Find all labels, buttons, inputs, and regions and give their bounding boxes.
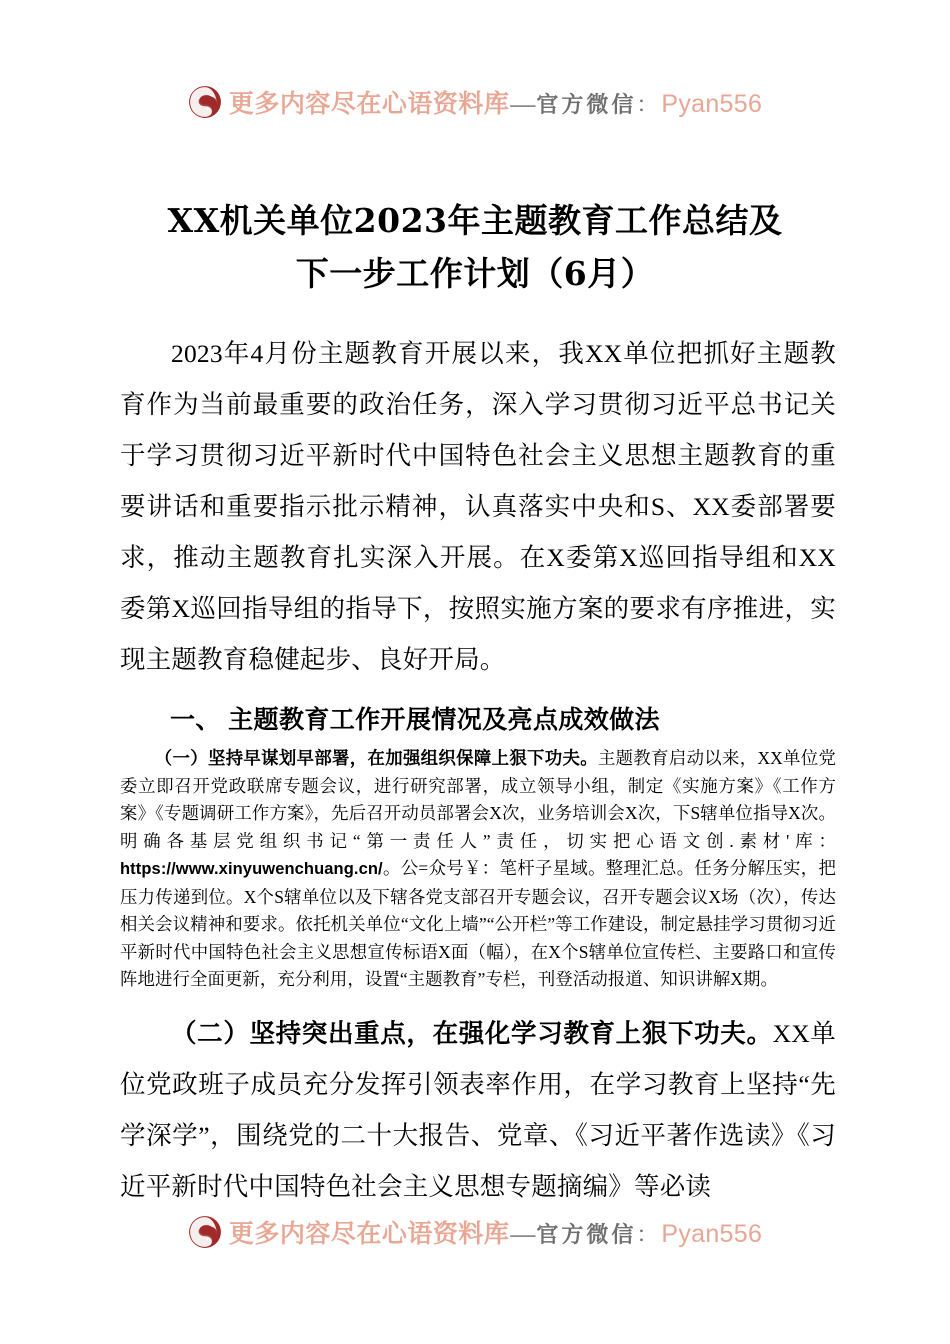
watermark-text [229,1214,762,1250]
fish-circle-logo-icon [188,85,222,119]
item-1-body-a: 主题教育启动以来，XX单位党委立即召开党政联席专题会议，进行研究部署，成立领导小组，制定《实施方案》《工作方案》《专题调研工作方案》，先后召开动员部署会X次，业务培训会X次，下S辖单位指导X次。明确各基层党组织书记“第一责任人”责任，切实把心语文创.素材'库： [120,748,836,851]
page-title [118,194,832,300]
watermark-dash: — [510,91,536,118]
watermark-brand: 更多内容尽在心语资料库 [228,1219,510,1248]
paragraph-item-1 [120,745,836,994]
watermark-colon: ： [636,92,659,117]
fish-circle-logo-icon [188,1215,222,1249]
paragraph-intro: 2023年4月份主题教育开展以来，我XX单位把抓好主题教育作为当前最重要的政治任务，深入学习贯彻习近平总书记关于学习贯彻习近平新时代中国特色社会主义思想主题教育的重要讲话和重要指示批示精神，认真落实中央和S、XX委部署要求，推动主题教育扎实深入开展。在X委第X巡回指导组和XX委第X巡回指导组的指导下，按照实施方案的要求有序推进，实现主题教育稳健起步、良好开局。 [120,339,836,674]
page-title-line-2: 下一步工作计划（6月） [295,254,655,294]
page-title-line-1: XX机关单位2023年主题教育工作总结及 [167,201,783,241]
watermark-banner-top [0,84,950,120]
watermark-brand: 更多内容尽在心语资料库 [228,89,510,118]
watermark-label: 官方微信 [536,1222,637,1248]
paragraph-spacer [120,994,836,1008]
watermark-label: 官方微信 [536,92,637,118]
paragraph-item-2 [120,1008,836,1212]
watermark-handle: Pyan556 [661,90,763,118]
watermark-handle: Pyan556 [661,1220,763,1248]
document-body [120,328,836,1212]
section-heading-1: 一、 主题教育工作开展情况及亮点成效做法 [170,706,660,734]
watermark-colon: ： [636,1222,659,1247]
watermark-banner-bottom [0,1214,950,1250]
item-1-prefix: （一）坚持早谋划早部署，在加强组织保障上狠下功夫。 [154,748,598,768]
watermark-dash: — [510,1221,536,1248]
embedded-url: https://www.xinyuwenchuang.cn/ [120,860,383,878]
item-1-body-b: 。公=众号￥：笔杆子星域。整理汇总。任务分解压实，把压力传递到位。X个S辖单位以及下辖各党支部召开专题会议，召开专题会议X场（次），传达相关会议精神和要求。依托机关单位“文化上墙”“公开栏”等工作建设，制定悬挂学习贯彻习近平新时代中国特色社会主义思想宣传标语X面（幅），在X个S辖单位宣传栏、主要路口和宣传阵地进行全面更新，充分利用，设置“主题教育”专栏，刊登活动报道、知识讲解X期。 [120,858,836,989]
item-2-body: XX单位党政班子成员充分发挥引领表率作用，在学习教育上坚持“先学深学”，围绕党的二十大报告、党章、《习近平著作选读》《习近平新时代中国特色社会主义思想专题摘编》等必读 [120,1018,836,1201]
item-2-prefix: （二）坚持突出重点，在强化学习教育上狠下功夫。 [171,1018,773,1048]
watermark-text [229,84,762,120]
